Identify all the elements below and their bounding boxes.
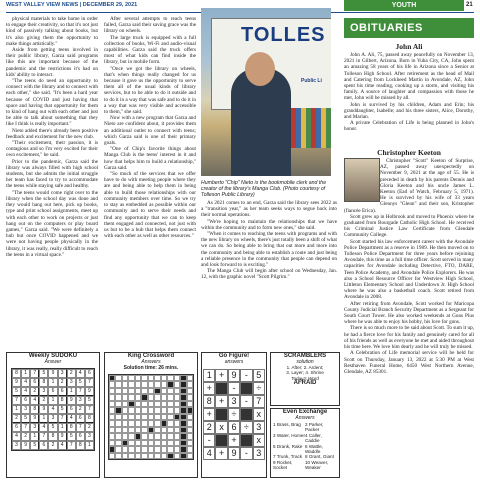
go-figure-cell — [215, 408, 227, 421]
scramblers-box — [270, 352, 340, 406]
sudoku-cell: 1 — [12, 405, 21, 414]
paragraph: "The teens do need an opportunity to connect with the library and to connect with each other," she said. "It's been a hard year because of COVID and just having that space and having that opportunity for them to kind of hang out with each other and just be able to talk about something that they like I think is really important." — [6, 78, 98, 128]
sudoku-cell: 6 — [85, 369, 94, 378]
sudoku-cell: 2 — [39, 396, 48, 405]
scrambler-line: 1. After; 2. Ardent; — [286, 365, 324, 370]
person-head — [245, 52, 275, 86]
sudoku-cell: 5 — [39, 369, 48, 378]
sudoku-cell: 6 — [76, 432, 85, 441]
truck-sign-small: Public Li — [301, 78, 322, 84]
sudoku-cell: 4 — [48, 405, 57, 414]
sudoku-cell: 4 — [12, 432, 21, 441]
sudoku-cell: 9 — [39, 405, 48, 414]
paragraph: "Once we got the library on wheels, that's when things really changed for us because it gave us the opportunity to serve them all of the usual kinds of library services, but to be able to do it outside and to do it in a way that was safe and to do it in a way that was very visible and accessible to them," she said. — [104, 65, 196, 116]
paragraph: "Their excitement, their passion, it is contagious and so I'm very excited for their own excitement," he said. — [6, 140, 98, 159]
sudoku-cell: 3 — [48, 414, 57, 423]
go-figure-cell: 3 — [253, 421, 265, 434]
sudoku-cell: 9 — [85, 387, 94, 396]
sudoku-cell: 5 — [21, 414, 30, 423]
go-figure-subtitle: answers — [224, 359, 244, 365]
sudoku-cell: 2 — [85, 423, 94, 432]
paragraph: After retiring from Avondale, Scott worked for Maricopa County Judicial Branch Security Department as a Sergeant for South Court Tower. He also worked weekends at Guns Plus where he was able to enjoy his hobby, his love for guns. — [344, 300, 474, 326]
go-figure-cell: + — [228, 434, 240, 447]
go-figure-cell: 2 — [203, 421, 215, 434]
go-figure-cell: 5 — [253, 369, 265, 382]
sudoku-cell: 9 — [48, 369, 57, 378]
page-number: 21 — [466, 2, 473, 8]
go-figure-cell — [215, 382, 227, 395]
scramblers-title: SCRAMBLERS — [283, 353, 327, 359]
go-figure-cell: 9 — [228, 369, 240, 382]
sudoku-cell: 5 — [30, 441, 39, 450]
sudoku-cell: 4 — [67, 414, 76, 423]
sudoku-cell: 1 — [39, 414, 48, 423]
paragraph: Christopher "Scott" Keeton of Surprise, AZ, passed away unexpectedly on November 9, 2021 at the age of 55. He is preceded in death by his parents Dennis and Gloria Keeton and his uncle James L. Keeton (Ead of Watch, February 5, 1971). He is survived by his wife of 33 years Glennys "Glenn" and their son, Kristopher (fiancée Erica). — [344, 158, 474, 214]
sudoku-cell: 7 — [58, 414, 67, 423]
sudoku-cell: 6 — [67, 405, 76, 414]
paragraph: John A. Ali, 75, passed away peacefully on November 13, 2021 in Gilbert, Arizona. Born in Yuba City, CA, John spent an amazing 58 years of his life in Arizona since a Senior at Tolleson High School. After retirement as the head of Mail and Catering from Lockheed Martin in Avondale, AZ, John spent his time reading, cooking up a storm, and visiting his family. A source of laughter and compassion with those he met, John will be missed by all. — [344, 52, 474, 102]
sudoku-cell: 3 — [67, 378, 76, 387]
truck-sign: TOLLES — [241, 24, 326, 46]
go-figure-cell: + — [203, 382, 215, 395]
paragraph: Aside from getting teens involved in their public library, Garza said programs like this are important because of the pandemic and the restrictions it's had on kids' ability to interact. — [6, 47, 98, 78]
paragraph: "When it comes to reaching the teens with programs and with the new library on wheels, there's just totally been a shift of what we can do. So being able to bring that out more and more into the community and being able to establish a route and just being a reliable presence in the community that people can depend on and look forward to is exciting." — [201, 231, 337, 269]
go-figure-cell: 4 — [203, 447, 215, 460]
go-figure-cell — [215, 434, 227, 447]
sudoku-cell: 7 — [30, 369, 39, 378]
scrambler-line: 3. Layer; 4. Shrine — [286, 370, 324, 376]
paragraph: A Celebration of Life memorial service will be held for Scott on Thursday, January 13, 2022 at 5:30 PM at West Resthaven Funeral Home, 6450 West Northern Avenue, Glendale, AZ 85301. — [344, 350, 474, 375]
go-figure-cell: + — [215, 447, 227, 460]
sudoku-cell: 4 — [76, 369, 85, 378]
go-figure-cell: 3 — [253, 447, 265, 460]
sudoku-cell: 6 — [21, 396, 30, 405]
paragraph: "We're hoping to maintain the relationships that we have within the community and to form new ones," she said. — [201, 218, 337, 231]
obit-john-ali-text — [344, 52, 474, 144]
sudoku-cell: 7 — [12, 396, 21, 405]
sudoku-answer-box — [6, 352, 100, 478]
even-exchange-item: 8 Grant, Giant — [305, 454, 334, 460]
sudoku-cell: 5 — [67, 432, 76, 441]
sudoku-cell: 7 — [39, 432, 48, 441]
obit-name-john-ali: John Ali — [395, 42, 423, 51]
go-figure-cell — [240, 434, 252, 447]
article-column-3 — [201, 200, 337, 348]
article-column-2 — [104, 16, 196, 348]
section-tab-youth: YOUTH — [344, 0, 464, 11]
sudoku-cell: 2 — [12, 414, 21, 423]
sudoku-cell: 2 — [58, 378, 67, 387]
sudoku-cell: 1 — [58, 423, 67, 432]
sudoku-cell: 8 — [12, 369, 21, 378]
go-figure-cell: 7 — [253, 395, 265, 408]
paragraph: There is so much more to be said about Scott. To sum it up, he had a fierce love for his family and genuinely cared for all of his friends as well as everyone he met and aided throughout his time here. We love him dearly and he will truly be missed. — [344, 325, 474, 351]
sudoku-cell: 7 — [67, 441, 76, 450]
paragraph: "The teens would come right over to the library when the school day was done and they would hang out here, pick up books, type and print school assignments, meet up with each other to work on projects or just hang out on the computers or play board games," Garza said. "We were definitely a hub but once COVID happened and we were not having people physically in the library, it was really, really difficult to reach the teens in a virtual space." — [6, 189, 98, 258]
even-exchange-box — [270, 408, 340, 478]
king-crossword-grid — [108, 374, 194, 460]
sudoku-cell: 9 — [67, 396, 76, 405]
even-exchange-item: 2 Parker, Packer — [305, 422, 324, 433]
go-figure-cell — [240, 408, 252, 421]
even-exchange-title: Even Exchange — [282, 409, 328, 415]
go-figure-cell: x — [253, 408, 265, 421]
king-crossword-subtitle: Answers — [141, 359, 161, 365]
sudoku-cell: 8 — [39, 378, 48, 387]
paragraph: Scott started his law enforcement career with the Avondale Police Department as a reserve in 1989. He then moved on to Tolleson Police Department for three years before rejoining Avondale, this time as a full time officer. Scott served in many capacities for Avondale including Detective, FTO, DARE, Teen Police Academy, and Avondale Police Explorers. He was also a School Resource Officer for Westview High School, Littleton Elementary School and Underdown Jr. High School where he was also a basketball coach. Scott retired from Avondale in 2008. — [344, 238, 474, 301]
even-exchange-item: 1 Brass, Brag — [273, 422, 301, 427]
even-exchange-item: 3 Water, Homer — [273, 432, 305, 438]
sudoku-cell: 6 — [58, 387, 67, 396]
masthead-date: WEST VALLEY VIEW NEWS | DECEMBER 29, 2021 — [6, 2, 138, 8]
sudoku-cell: 4 — [21, 387, 30, 396]
sudoku-cell: 3 — [85, 432, 94, 441]
sudoku-cell: 1 — [21, 369, 30, 378]
sudoku-cell: 6 — [39, 441, 48, 450]
paragraph: physical materials to take home in order to engage their creativity, so that it's not just kind of passively talking about books, but it's also giving them the opportunity to make things artistically." — [6, 16, 98, 47]
sudoku-cell: 1 — [85, 441, 94, 450]
go-figure-cell: 8 — [203, 395, 215, 408]
book-shelf — [291, 108, 331, 148]
sudoku-cell: 3 — [39, 387, 48, 396]
sudoku-cell: 1 — [48, 378, 57, 387]
sudoku-cell: 4 — [58, 441, 67, 450]
paragraph: Now with a new program that Garza and Nieto are confident about, it provides them an additional outlet to connect with teens; which Garza said is one of their primary goals. — [104, 115, 196, 147]
go-figure-cell — [240, 382, 252, 395]
sudoku-cell: 6 — [48, 387, 57, 396]
sudoku-title: Weekly SUDOKU — [28, 353, 78, 359]
sudoku-cell: 8 — [48, 432, 57, 441]
sudoku-cell: 5 — [85, 396, 94, 405]
even-exchange-item: 10 Weaver, Weaker — [305, 459, 329, 471]
sudoku-cell: 8 — [58, 396, 67, 405]
sudoku-cell: 4 — [39, 423, 48, 432]
scramblers-subtitle: solution — [296, 359, 314, 365]
obit-keeton-text — [344, 158, 474, 474]
even-exchange-item: 7 Trunk, Track — [273, 454, 303, 460]
sudoku-cell: 7 — [85, 405, 94, 414]
sudoku-cell: 2 — [21, 432, 30, 441]
sudoku-cell: 5 — [48, 423, 57, 432]
sudoku-cell: 5 — [12, 387, 21, 396]
go-figure-cell: + — [215, 369, 227, 382]
go-figure-grid — [203, 369, 265, 460]
obit-name-christopher-keeton: Christopher Keeton — [377, 148, 441, 157]
portrait-spacer — [344, 158, 380, 202]
sudoku-cell: 1 — [30, 432, 39, 441]
sudoku-cell: 2 — [76, 405, 85, 414]
paragraph: Scott grew up in Holbrook and moved to Phoenix where he graduated from Bourgade Catholic High School. He received his Criminal Justice Law Certificate from Glendale Community College. — [344, 213, 474, 239]
sudoku-cell: 2 — [30, 387, 39, 396]
go-figure-cell: + — [203, 408, 215, 421]
sudoku-cell: 4 — [30, 396, 39, 405]
photo-caption: Humberto "Chip" Nieto is the bookmobile clerk and the creator of the library's Manga Club. (Photo courtesy of Tolleson Public Library) — [201, 180, 327, 199]
sudoku-grid — [11, 368, 95, 451]
go-figure-answer-box — [201, 352, 267, 478]
scrambler-line: Today's Word — [291, 375, 319, 381]
sudoku-cell: 4 — [21, 378, 30, 387]
go-figure-cell: 3 — [228, 395, 240, 408]
go-figure-cell: 6 — [228, 421, 240, 434]
sudoku-cell: 2 — [67, 369, 76, 378]
go-figure-title: Go Figure! — [218, 353, 250, 359]
even-exchange-subtitle: Answers — [295, 415, 315, 421]
sudoku-cell: 8 — [85, 414, 94, 423]
go-figure-cell: - — [240, 369, 252, 382]
sudoku-cell: 7 — [76, 423, 85, 432]
sudoku-cell: 2 — [48, 441, 57, 450]
scrambler-today-word: AFRAID — [293, 380, 317, 387]
sudoku-cell: 5 — [58, 405, 67, 414]
sudoku-cell: 5 — [76, 378, 85, 387]
sudoku-cell: 8 — [67, 423, 76, 432]
sudoku-cell: 3 — [21, 405, 30, 414]
go-figure-cell: ÷ — [253, 382, 265, 395]
king-crossword-solution-time: Solution time: 26 mins. — [123, 365, 179, 371]
sudoku-cell: 7 — [76, 387, 85, 396]
king-crossword-title: King Crossword — [127, 353, 175, 359]
go-figure-cell: 9 — [228, 447, 240, 460]
go-figure-cell: 1 — [203, 369, 215, 382]
sudoku-cell: 6 — [30, 378, 39, 387]
even-exchange-list — [271, 421, 339, 472]
go-figure-cell: - — [203, 434, 215, 447]
paragraph: The Manga Club will begin after school on Wednesday, Jan. 12, with the graphic novel "Scott Pilgrim." — [201, 268, 337, 281]
paragraph: John is survived by his children, Adam and Erin; his granddaughter, Isabelle; and his three sisters, Alice, Dorothy, and Marian. — [344, 101, 474, 121]
even-exchange-item: 4 Caller, Caddie — [305, 432, 322, 444]
sudoku-cell: 7 — [85, 378, 94, 387]
sudoku-cell: 7 — [21, 423, 30, 432]
paragraph: "One of Chip's favorite things about Manga Club is the teens' interest in it and how that helps him to build a relationship," Garza said. — [104, 146, 196, 171]
sudoku-cell: 3 — [12, 441, 21, 450]
paragraph: "So much of the services that we offer have to do with meeting people where they are and being able to help them in being able to build those relationships with our community members over time. So we try to stay as embedded as possible within our community and to serve their needs and find any opportunity that we can to keep them engaged and connected, not just with us but to be a hub that helps them connect with each other as well as other resources." — [104, 171, 196, 240]
sudoku-cell: 1 — [48, 396, 57, 405]
go-figure-cell: x — [215, 421, 227, 434]
go-figure-cell: ÷ — [228, 408, 240, 421]
crossword-cell — [187, 453, 193, 459]
go-figure-cell: + — [215, 395, 227, 408]
sudoku-cell: 6 — [76, 414, 85, 423]
bookmobile-photo — [201, 8, 331, 176]
go-figure-cell: ÷ — [240, 421, 252, 434]
go-figure-cell: - — [240, 447, 252, 460]
sudoku-cell: 9 — [21, 441, 30, 450]
sudoku-cell: 3 — [58, 369, 67, 378]
paragraph: Nieto added there's already been positive feedback and excitement for the new club. — [6, 127, 98, 140]
go-figure-cell: x — [253, 434, 265, 447]
obituaries-heading: OBITUARIES — [344, 18, 474, 38]
sudoku-cell: 9 — [58, 432, 67, 441]
go-figure-cell: - — [228, 382, 240, 395]
even-exchange-item: 9 Rocket, Socket — [273, 459, 293, 471]
article-column-1 — [6, 16, 98, 348]
even-exchange-item: 6 Wattle, Waddle — [305, 443, 323, 455]
paragraph: The large truck is equipped with a full collection of books, Wi-Fi and audio-visual capabilities. Garza said the truck offers most of what kids can find inside the library, but in mobile form. — [104, 34, 196, 66]
king-crossword-answer-box — [104, 352, 198, 478]
paragraph: After several attempts to reach teens failed, Garza said their saving grace was the library on wheels. — [104, 16, 196, 35]
sudoku-cell: 1 — [67, 387, 76, 396]
sudoku-cell: 8 — [30, 405, 39, 414]
sudoku-cell: 3 — [30, 423, 39, 432]
sudoku-cell: 9 — [12, 378, 21, 387]
paragraph: As 2021 comes to an end, Garza said the library sees 2022 as a "transition year," as her team seeks ways to segue back into their normal operations. — [201, 200, 337, 219]
sudoku-cell: 3 — [76, 396, 85, 405]
sudoku-subtitle: Answer — [44, 359, 62, 365]
sudoku-cell: 8 — [76, 441, 85, 450]
paragraph: A private Celebration of Life is being planned in John's honor. — [344, 120, 474, 133]
sudoku-cell: 9 — [30, 414, 39, 423]
paragraph: Prior to the pandemic, Garza said the library was always filled with high school students, but she admits the initial struggle her team has faced to try to accommodate the teens while staying safe and healthy. — [6, 158, 98, 190]
sudoku-cell: 6 — [12, 423, 21, 432]
go-figure-cell: - — [240, 395, 252, 408]
even-exchange-item: 5 Drank, Rake — [273, 443, 303, 449]
